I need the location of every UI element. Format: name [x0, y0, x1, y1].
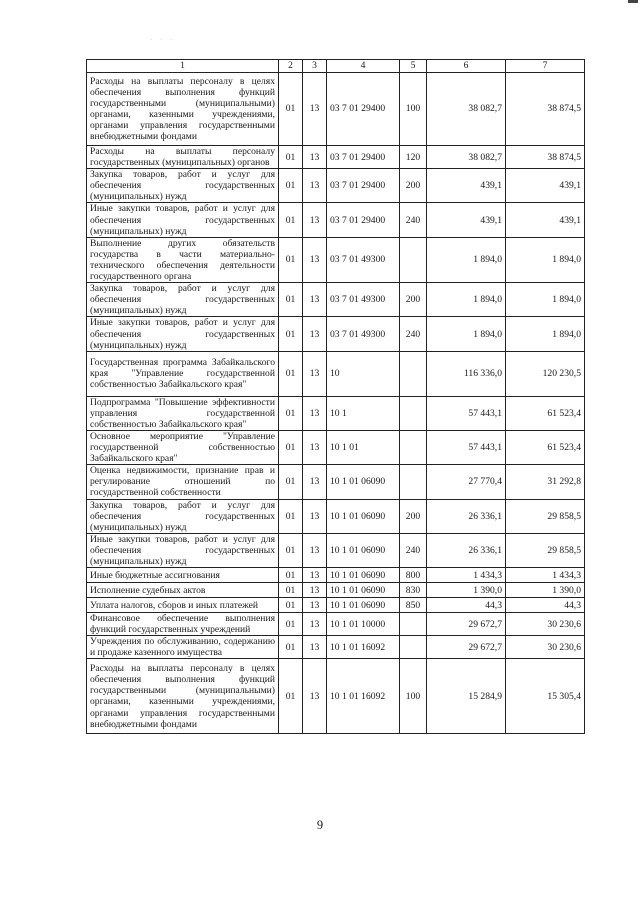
row-amount-year2: 29 858,5 — [506, 499, 585, 533]
row-expense-type — [400, 430, 427, 464]
row-target-article: 10 1 01 16092 — [327, 636, 400, 659]
table-row — [87, 465, 585, 499]
table-row — [87, 283, 585, 317]
row-expense-type: 100 — [400, 659, 427, 734]
row-description: Финансовое обеспечение выполнения функций государственных учреждений — [87, 613, 279, 636]
table-row — [87, 613, 585, 636]
row-subsection-code: 13 — [303, 598, 327, 613]
row-description: Расходы на выплаты персоналу в целях обеспечения выполнения функций государственными (муниципальными) органами, казенными учреждениями, органами управления государственными внебюджетными фондами — [87, 73, 279, 146]
row-description: Иные закупки товаров, работ и услуг для обеспечения государственных (муниципальных) нужд — [87, 317, 279, 351]
row-section-code: 01 — [279, 499, 303, 533]
row-expense-type: 800 — [400, 568, 427, 583]
row-target-article: 10 1 01 10000 — [327, 613, 400, 636]
row-target-article: 03 7 01 49300 — [327, 317, 400, 351]
row-amount-year1: 1 894,0 — [427, 283, 506, 317]
header-col-3: 3 — [303, 60, 327, 73]
row-section-code: 01 — [279, 636, 303, 659]
row-target-article: 03 7 01 29400 — [327, 73, 400, 146]
row-target-article: 10 1 01 — [327, 430, 400, 464]
row-target-article: 10 1 01 06090 — [327, 465, 400, 499]
row-amount-year2: 1 894,0 — [506, 317, 585, 351]
row-description: Уплата налогов, сборов и иных платежей — [87, 598, 279, 613]
row-amount-year1: 44,3 — [427, 598, 506, 613]
row-expense-type: 120 — [400, 146, 427, 169]
row-section-code: 01 — [279, 146, 303, 169]
table-row — [87, 636, 585, 659]
row-section-code: 01 — [279, 237, 303, 282]
row-expense-type: 200 — [400, 499, 427, 533]
row-expense-type: 240 — [400, 533, 427, 567]
row-amount-year1: 38 082,7 — [427, 73, 506, 146]
row-subsection-code: 13 — [303, 203, 327, 237]
table-row — [87, 396, 585, 430]
row-amount-year1: 57 443,1 — [427, 430, 506, 464]
scan-edge-mark — [628, 0, 638, 3]
row-amount-year2: 439,1 — [506, 203, 585, 237]
row-amount-year2: 439,1 — [506, 169, 585, 203]
header-col-1: 1 — [87, 60, 279, 73]
row-amount-year1: 26 336,1 — [427, 499, 506, 533]
row-subsection-code: 13 — [303, 465, 327, 499]
row-description: Основное мероприятие "Управление государственной собственностью Забайкальского края" — [87, 430, 279, 464]
row-subsection-code: 13 — [303, 533, 327, 567]
row-amount-year1: 1 434,3 — [427, 568, 506, 583]
row-description: Оценка недвижимости, признание прав и регулирование отношений по государственной собственности — [87, 465, 279, 499]
page-number: 9 — [316, 818, 324, 832]
row-expense-type — [400, 465, 427, 499]
table-row — [87, 351, 585, 396]
row-subsection-code: 13 — [303, 146, 327, 169]
row-target-article: 03 7 01 29400 — [327, 169, 400, 203]
row-expense-type: 200 — [400, 169, 427, 203]
table-row — [87, 659, 585, 734]
row-section-code: 01 — [279, 659, 303, 734]
row-target-article: 03 7 01 29400 — [327, 203, 400, 237]
row-expense-type — [400, 351, 427, 396]
row-amount-year1: 1 894,0 — [427, 317, 506, 351]
table-row — [87, 533, 585, 567]
row-amount-year2: 1 894,0 — [506, 283, 585, 317]
header-col-2: 2 — [279, 60, 303, 73]
row-section-code: 01 — [279, 351, 303, 396]
row-description: Подпрограмма "Повышение эффективности управления государственной собственностью Забайкальского края" — [87, 396, 279, 430]
scan-noise: · · · — [150, 36, 176, 44]
row-target-article: 03 7 01 49300 — [327, 283, 400, 317]
row-target-article: 10 1 01 06090 — [327, 499, 400, 533]
row-amount-year2: 44,3 — [506, 598, 585, 613]
table-row — [87, 73, 585, 146]
row-description: Расходы на выплаты персоналу государственных (муниципальных) органов — [87, 146, 279, 169]
row-expense-type: 240 — [400, 317, 427, 351]
row-expense-type — [400, 636, 427, 659]
row-description: Государственная программа Забайкальского края "Управление государственной собственностью Забайкальского края" — [87, 351, 279, 396]
row-section-code: 01 — [279, 203, 303, 237]
row-amount-year1: 116 336,0 — [427, 351, 506, 396]
header-col-7: 7 — [506, 60, 585, 73]
row-description: Закупка товаров, работ и услуг для обеспечения государственных (муниципальных) нужд — [87, 283, 279, 317]
row-description: Иные бюджетные ассигнования — [87, 568, 279, 583]
table-row — [87, 583, 585, 598]
row-target-article: 10 1 01 16092 — [327, 659, 400, 734]
table-row — [87, 568, 585, 583]
row-subsection-code: 13 — [303, 73, 327, 146]
row-section-code: 01 — [279, 598, 303, 613]
row-subsection-code: 13 — [303, 237, 327, 282]
row-amount-year2: 31 292,8 — [506, 465, 585, 499]
row-section-code: 01 — [279, 317, 303, 351]
row-target-article: 03 7 01 49300 — [327, 237, 400, 282]
row-amount-year1: 1 894,0 — [427, 237, 506, 282]
row-amount-year1: 29 672,7 — [427, 613, 506, 636]
row-section-code: 01 — [279, 396, 303, 430]
row-amount-year2: 38 874,5 — [506, 146, 585, 169]
row-target-article: 10 1 01 06090 — [327, 533, 400, 567]
row-subsection-code: 13 — [303, 430, 327, 464]
row-description: Расходы на выплаты персоналу в целях обеспечения выполнения функций государственными (муниципальными) органами, казенными учреждениями, органами управления государственными внебюджетными фондами — [87, 659, 279, 734]
row-amount-year2: 61 523,4 — [506, 430, 585, 464]
row-subsection-code: 13 — [303, 396, 327, 430]
row-amount-year1: 26 336,1 — [427, 533, 506, 567]
row-amount-year1: 29 672,7 — [427, 636, 506, 659]
table-row — [87, 169, 585, 203]
row-expense-type — [400, 396, 427, 430]
row-subsection-code: 13 — [303, 351, 327, 396]
row-description: Иные закупки товаров, работ и услуг для обеспечения государственных (муниципальных) нужд — [87, 203, 279, 237]
row-description: Выполнение других обязательств государства в части материально-технического обеспечения деятельности государственного органа — [87, 237, 279, 282]
row-expense-type — [400, 237, 427, 282]
row-section-code: 01 — [279, 583, 303, 598]
row-subsection-code: 13 — [303, 283, 327, 317]
row-subsection-code: 13 — [303, 499, 327, 533]
row-amount-year2: 38 874,5 — [506, 73, 585, 146]
row-section-code: 01 — [279, 568, 303, 583]
row-amount-year1: 38 082,7 — [427, 146, 506, 169]
table-row — [87, 598, 585, 613]
row-amount-year1: 27 770,4 — [427, 465, 506, 499]
row-amount-year2: 61 523,4 — [506, 396, 585, 430]
row-target-article: 03 7 01 29400 — [327, 146, 400, 169]
row-amount-year1: 1 390,0 — [427, 583, 506, 598]
row-subsection-code: 13 — [303, 659, 327, 734]
row-amount-year1: 439,1 — [427, 169, 506, 203]
row-amount-year2: 1 894,0 — [506, 237, 585, 282]
row-expense-type — [400, 613, 427, 636]
row-expense-type: 200 — [400, 283, 427, 317]
table-header-row — [87, 60, 585, 73]
row-amount-year2: 15 305,4 — [506, 659, 585, 734]
header-col-5: 5 — [400, 60, 427, 73]
row-subsection-code: 13 — [303, 568, 327, 583]
row-section-code: 01 — [279, 613, 303, 636]
row-amount-year1: 439,1 — [427, 203, 506, 237]
row-expense-type: 850 — [400, 598, 427, 613]
table-row — [87, 237, 585, 282]
header-col-6: 6 — [427, 60, 506, 73]
budget-table — [86, 59, 585, 734]
row-amount-year1: 15 284,9 — [427, 659, 506, 734]
table-row — [87, 146, 585, 169]
table-row — [87, 430, 585, 464]
header-col-4: 4 — [327, 60, 400, 73]
row-section-code: 01 — [279, 465, 303, 499]
row-expense-type: 100 — [400, 73, 427, 146]
row-description: Исполнение судебных актов — [87, 583, 279, 598]
row-description: Закупка товаров, работ и услуг для обеспечения государственных (муниципальных) нужд — [87, 499, 279, 533]
table-row — [87, 499, 585, 533]
row-expense-type: 830 — [400, 583, 427, 598]
table-row — [87, 317, 585, 351]
row-description: Иные закупки товаров, работ и услуг для обеспечения государственных (муниципальных) нужд — [87, 533, 279, 567]
row-description: Учреждения по обслуживанию, содержанию и продаже казенного имущества — [87, 636, 279, 659]
row-amount-year2: 1 434,3 — [506, 568, 585, 583]
row-subsection-code: 13 — [303, 169, 327, 203]
row-amount-year2: 30 230,6 — [506, 636, 585, 659]
row-amount-year2: 29 858,5 — [506, 533, 585, 567]
row-section-code: 01 — [279, 73, 303, 146]
row-section-code: 01 — [279, 533, 303, 567]
row-section-code: 01 — [279, 283, 303, 317]
row-target-article: 10 1 01 06090 — [327, 568, 400, 583]
row-target-article: 10 — [327, 351, 400, 396]
row-amount-year2: 1 390,0 — [506, 583, 585, 598]
row-subsection-code: 13 — [303, 583, 327, 598]
row-amount-year1: 57 443,1 — [427, 396, 506, 430]
row-amount-year2: 30 230,6 — [506, 613, 585, 636]
row-target-article: 10 1 01 06090 — [327, 598, 400, 613]
row-amount-year2: 120 230,5 — [506, 351, 585, 396]
row-description: Закупка товаров, работ и услуг для обеспечения государственных (муниципальных) нужд — [87, 169, 279, 203]
row-expense-type: 240 — [400, 203, 427, 237]
row-target-article: 10 1 — [327, 396, 400, 430]
row-section-code: 01 — [279, 169, 303, 203]
row-section-code: 01 — [279, 430, 303, 464]
row-subsection-code: 13 — [303, 317, 327, 351]
row-subsection-code: 13 — [303, 613, 327, 636]
table-row — [87, 203, 585, 237]
row-subsection-code: 13 — [303, 636, 327, 659]
row-target-article: 10 1 01 06090 — [327, 583, 400, 598]
